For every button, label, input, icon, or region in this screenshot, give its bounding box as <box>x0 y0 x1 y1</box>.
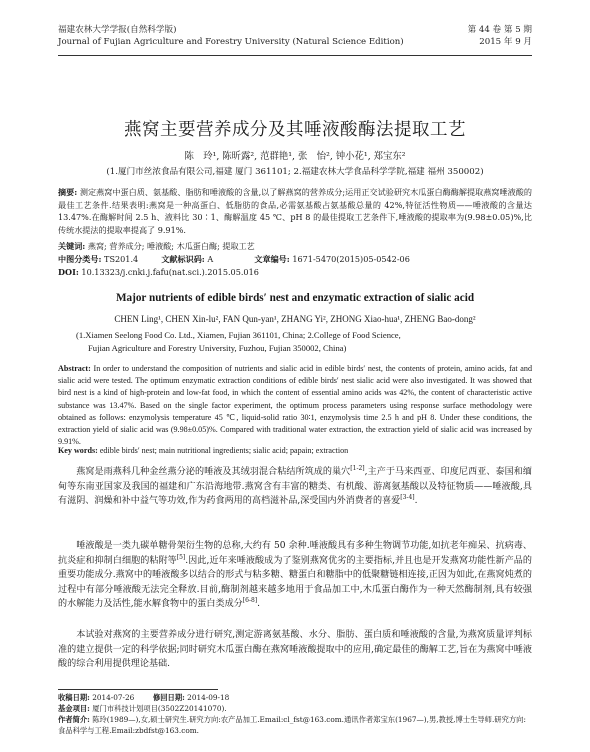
abstract-en <box>58 363 532 448</box>
body-paragraph-2 <box>58 539 532 612</box>
journal-name-cn: 福建农林大学学报(自然科学版) <box>58 25 177 35</box>
doi-label: DOI: <box>58 267 79 277</box>
running-header-left <box>58 24 404 48</box>
volume-issue: 第 44 卷 第 5 期 <box>467 25 532 35</box>
doc-code-label: 文献标识码: <box>161 254 205 264</box>
paragraph-text: 唾液酸是一类九碳单糖骨架衍生物的总称,大约有 50 余种.唾液酸具有多种生物调节功能,如抗老年痴呆、抗病毒、抗炎症和抑制白细胞的粘附等 <box>58 541 532 566</box>
publication-date: 2015 年 9 月 <box>479 37 532 47</box>
affiliations-en <box>76 329 516 355</box>
keywords-cn-label: 关键词: <box>58 241 86 251</box>
article-no-value: 1671-5470(2015)05-0542-06 <box>292 254 410 264</box>
journal-name-en: Journal of Fujian Agriculture and Forestry University (Natural Science Edition) <box>58 37 404 47</box>
citation-ref[interactable]: [6-8] <box>242 597 258 605</box>
received-label: 收稿日期: <box>58 693 90 702</box>
paragraph-text: . <box>257 599 261 610</box>
fund-text: 厦门市科技计划项目(3502Z20141070). <box>92 704 227 713</box>
affiliations-cn: (1.厦门市丝浓食品有限公司,福建 厦门 361101; 2.福建农林大学食品科学学院,福建 福州 350002) <box>106 167 484 177</box>
footnote-rule <box>58 689 218 690</box>
clc-value: TS201.4 <box>104 254 139 264</box>
keywords-cn <box>58 240 255 253</box>
author-bio-text: 陈玲(1989—),女,硕士研究生.研究方向:农产品加工.Email:cl_fst@163.com.通讯作者郑宝东(1967—),男,教授,博士生导师.研究方向:食品科学与工程.Email:zbdfst@163.com. <box>58 715 526 735</box>
authors-en: CHEN Ling¹, CHEN Xin-lu², FAN Qun-yan¹, ZHANG Yi², ZHONG Xiao-hua¹, ZHENG Bao-dong² <box>114 314 476 324</box>
classification-line <box>58 253 410 266</box>
clc-label: 中图分类号: <box>58 254 102 264</box>
body-paragraph-3: 本试验对燕窝的主要营养成分进行研究,测定游离氨基酸、水分、脂肪、蛋白质和唾液酸的含量,为燕窝质量评判标准的建立提供一定的科学依据;同时研究木瓜蛋白酶在燕窝唾液酸提取中的应用,确定最佳的酶解工艺,旨在为燕窝中唾液酸的综合利用提供理论基础. <box>58 630 532 670</box>
paragraph-text: . <box>414 496 418 507</box>
citation-ref[interactable]: [3-4] <box>400 494 415 502</box>
keywords-cn-text: 燕窝; 营养成分; 唾液酸; 木瓜蛋白酶; 提取工艺 <box>87 241 255 251</box>
keywords-en-label: Key words: <box>58 446 98 455</box>
keywords-en-text: edible birds′ nest; main nutritional ingredients; sialic acid; papain; extraction <box>99 446 349 455</box>
revised-date: 2014-09-18 <box>187 693 230 702</box>
abstract-cn-label: 摘要: <box>58 187 78 197</box>
footnote-dates <box>58 692 532 703</box>
citation-ref[interactable]: [1-2] <box>350 464 365 472</box>
affiliation-en-line-1: (1.Xiamen Seelong Food Co. Ltd., Xiamen, Fujian 361101, China; 2.College of Food Science, <box>76 330 401 340</box>
author-bio-label: 作者简介: <box>58 715 90 724</box>
affiliation-en-line-2: Fujian Agriculture and Forestry University, Fuzhou, Fujian 350002, China) <box>88 343 347 353</box>
footnote-author <box>58 714 532 736</box>
paragraph-text: ,主产于马来西亚、印度尼西亚、泰国和缅甸等东南亚国家及我国的福建和广东沿海地带.燕窝含有丰富的糖类、有机酸、游离氨基酸以及特征物质——唾液酸,具有滋阴、润燥和补中益气等功效,作为药食两用的高档滋补品,深受国内外消费者的喜爱 <box>58 467 532 507</box>
received-date: 2014-07-26 <box>92 693 135 702</box>
abstract-cn <box>58 186 532 236</box>
header-rule <box>58 55 532 56</box>
keywords-en <box>58 445 532 457</box>
title-cn: 燕窝主要营养成分及其唾液酸酶法提取工艺 <box>124 120 466 140</box>
doi-line <box>58 266 259 279</box>
fund-label: 基金项目: <box>58 704 90 713</box>
abstract-en-label: Abstract: <box>58 364 91 373</box>
body-paragraph-1 <box>58 465 532 509</box>
title-en: Major nutrients of edible birds′ nest and enzymatic extraction of sialic acid <box>115 292 475 304</box>
footnote-fund <box>58 703 532 714</box>
citation-ref[interactable]: [5] <box>176 553 186 561</box>
abstract-en-text: In order to understand the composition of nutrients and sialic acid in edible birds′ nest, the contents of protein, amino acids, fat and sialic acid were tested. The optimum enzymatic extraction conditions of edible birds′ nest sialic acid were also investigated. It was showed that bird nest is a kind of high-protein and low-fat food, in which the content of essential amino acids was 42%, the content of characteristic active substance was 13.47%. Based on the single factor experiment, the optimum process parameters using response surface methodology were obtained as follows: enzymolysis temperature 45 ℃, liquid-solid ratio 30∶1, enzymolysis time 2.5 h and pH 8. Under these conditions, the extraction yield of sialic acid was (9.98±0.05)%. Compared with traditional water extraction, the extraction yield of sialic acid was increased by 9.91%. <box>58 364 532 447</box>
authors-cn: 陈 玲¹, 陈昕露², 范群艳¹, 张 怡², 钟小花¹, 郑宝东² <box>184 151 406 162</box>
paragraph-text: .因此,近年来唾液酸成为了鉴别燕窝优劣的主要指标,并且也是开发燕窝功能性新产品的重要功能成分.燕窝中的唾液酸多以结合的形式与粘多糖、糖蛋白和糖脂中的低聚糖链相连接,正因为如此,在燕窝炖煮的过程中有部分唾液酸无法完全释放.目前,酶制剂越来越多地用于食品加工中,木瓜蛋白酶作为一种天然酶制剂,具有较强的水解能力及活性,能水解食物中的蛋白类成分 <box>58 555 532 610</box>
doc-code-value: A <box>207 254 214 264</box>
abstract-cn-text: 测定燕窝中蛋白质、氨基酸、脂肪和唾液酸的含量,以了解燕窝的营养成分;运用正交试验研究木瓜蛋白酶酶解提取燕窝唾液酸的最佳工艺条件.结果表明:燕窝是一种高蛋白、低脂肪的食品,必需氨基酸占氨基酸总量的 42%,特征活性物质——唾液酸的含量达 13.47%.在酶解时间 2.5 h、液料比 30∶1、酶解温度 45 ℃、pH 8 的最佳提取工艺条件下,唾液酸的提取率为(9.98±0.05)%,比传统水提法的提取率提高了 9.91%. <box>58 187 532 235</box>
article-no-label: 文章编号: <box>254 254 290 264</box>
paragraph-text: 燕窝是雨燕科几种金丝燕分泌的唾液及其绒羽混合粘结所筑成的巢穴 <box>76 467 351 477</box>
revised-label: 修回日期: <box>152 693 185 702</box>
doi-value[interactable]: 10.13323/j.cnki.j.fafu(nat.sci.).2015.05.016 <box>81 267 259 277</box>
running-header-right <box>468 24 532 48</box>
